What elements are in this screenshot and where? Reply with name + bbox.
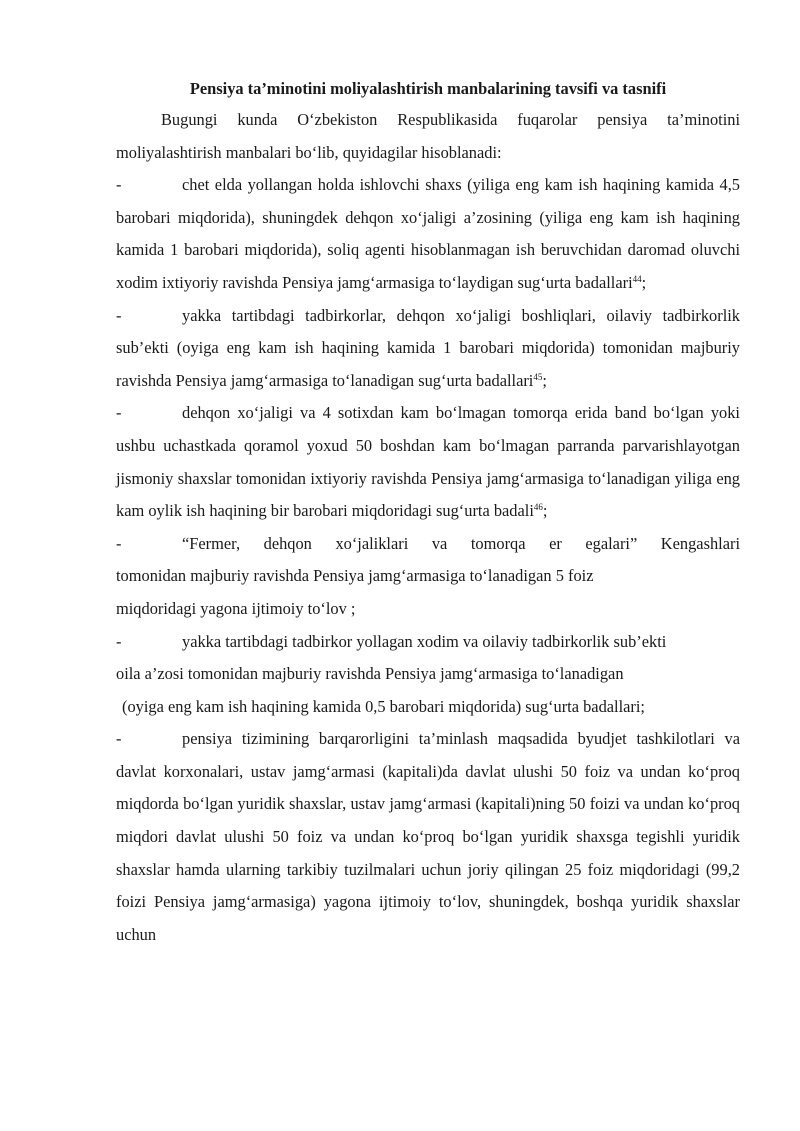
footnote-ref: 45 bbox=[533, 371, 543, 382]
list-item bbox=[116, 626, 740, 659]
list-item-tail: ; bbox=[542, 501, 548, 521]
list-item-text: dehqon xo‘jaligi va 4 sotixdan kam bo‘lmagan tomorqa erida band bo‘lgan yoki ushbu uchastkada qoramol yoxud 50 boshdan kam bo‘lmagan parranda parvarishlayotgan jismoniy shaxslar tomonidan ixtiyoriy ravishda Pensiya jamg‘armasiga to‘lanadigan yiliga eng kam oylik ish haqining bir barobari miqdoridagi sug‘urta badali bbox=[116, 403, 740, 521]
list-item bbox=[116, 397, 740, 527]
list-item bbox=[116, 528, 740, 561]
document-title: Pensiya ta’minotini moliyalashtirish manbalarining tavsifi va tasnifi bbox=[189, 79, 667, 98]
document-body bbox=[116, 104, 740, 951]
list-dash: - bbox=[116, 631, 122, 651]
list-dash: - bbox=[116, 533, 122, 553]
list-item-line: miqdoridagi yagona ijtimoiy to‘lov ; bbox=[116, 598, 356, 618]
list-item-line: yakka tartibdagi tadbirkor yollagan xodim va oilaviy tadbirkorlik sub’ekti bbox=[182, 631, 667, 651]
list-item-line: tomonidan majburiy ravishda Pensiya jamg‘armasiga to‘lanadigan 5 foiz bbox=[116, 566, 594, 586]
list-item-tail: ; bbox=[641, 272, 647, 292]
list-dash: - bbox=[116, 175, 122, 195]
list-item-continuation bbox=[116, 658, 740, 723]
list-item bbox=[116, 169, 740, 299]
list-item bbox=[116, 723, 740, 951]
intro-paragraph: Bugungi kunda O‘zbekiston Respublikasida fuqarolar pensiya ta’minotini moliyalashtirish manbalari bo‘lib, quyidagilar hisoblanadi: bbox=[116, 110, 740, 162]
list-item-text: pensiya tizimining barqarorligini ta’minlash maqsadida byudjet tashkilotlari va davlat korxonalari, ustav jamg‘armasi (kapitali)da davlat ulushi 50 foiz va undan ko‘proq miqdorda bo‘lgan yuridik shaxslar, ustav jamg‘armasi (kapitali)ning 50 foizi va undan ko‘proq miqdori davlat ulushi 50 foiz va undan ko‘proq bo‘lgan yuridik shaxsga tegishli yuridik shaxslar hamda ularning tarkibiy tuzilmalari uchun joriy qilingan 25 foiz miqdoridagi (99,2 foizi Pensiya jamg‘armasiga) yagona ijtimoiy to‘lov, shuningdek, boshqa yuridik shaxslar uchun bbox=[116, 729, 740, 944]
footnote-ref: 44 bbox=[632, 273, 642, 284]
list-item-line: (oyiga eng kam ish haqining kamida 0,5 barobari miqdorida) sug‘urta badallari; bbox=[122, 696, 645, 716]
list-item-line: oila a’zosi tomonidan majburiy ravishda Pensiya jamg‘armasiga to‘lanadigan bbox=[116, 664, 624, 684]
list-item-tail: ; bbox=[542, 370, 547, 390]
list-item-continuation bbox=[116, 560, 740, 625]
list-dash: - bbox=[116, 729, 122, 749]
list-dash: - bbox=[116, 403, 122, 423]
list-item-line: “Fermer, dehqon xo‘jaliklari va tomorqa er egalari” Kengashlari bbox=[182, 533, 740, 553]
list-item bbox=[116, 300, 740, 398]
list-item-text: yakka tartibdagi tadbirkorlar, dehqon xo‘jaligi boshliqlari, oilaviy tadbirkorlik sub’ekti (oyiga eng kam ish haqining kamida 1 barobari miqdorida) tomonidan majburiy ravishda Pensiya jamg‘armasiga to‘lanadigan sug‘urta badallari bbox=[116, 305, 740, 390]
footnote-ref: 46 bbox=[533, 502, 543, 513]
list-item-text: chet elda yollangan holda ishlovchi shaxs (yiliga eng kam ish haqining kamida 4,5 barobari miqdorida), shuningdek dehqon xo‘jaligi a’zosining (yiliga eng kam ish haqining kamida 1 barobari miqdorida), soliq agenti hisoblanmagan ish beruvchidan daromad oluvchi xodim ixtiyoriy ravishda Pensiya jamg‘armasiga to‘laydigan sug‘urta badallari bbox=[116, 175, 740, 292]
list-dash: - bbox=[116, 305, 122, 325]
